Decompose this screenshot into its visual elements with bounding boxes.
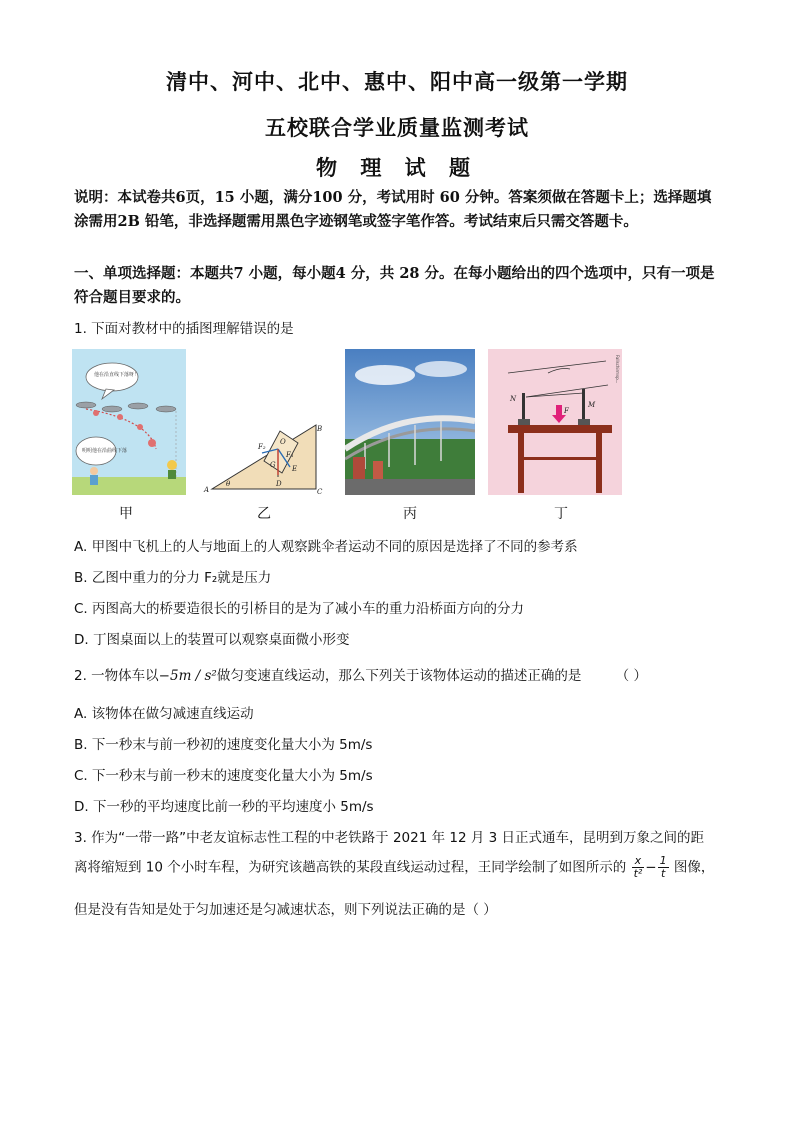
point-d: D [276, 480, 282, 488]
figure-jia [72, 349, 186, 495]
incline-force-diagram [200, 349, 326, 495]
q2-option-a: A. 该物体在做匀减速直线运动 [74, 706, 254, 722]
skydiver-illustration [72, 349, 186, 495]
point-o: O [280, 438, 286, 446]
caption-ding: 丁 [554, 506, 568, 522]
q1-option-b: B. 乙图中重力的分力 F₂就是压力 [74, 570, 272, 586]
q2-option-d: D. 下一秒的平均速度比前一秒的平均速度小 5m/s [74, 799, 374, 815]
exam-title-line2: 五校联合学业质量监测考试 [265, 115, 529, 140]
caption-yi: 乙 [257, 506, 271, 522]
exam-title-subject: 物 理 试 题 [316, 155, 478, 180]
q2-option-b: B. 下一秒末与前一秒初的速度变化量大小为 5m/s [74, 737, 373, 753]
point-b: B [317, 425, 323, 433]
q2-stem-after: 做匀变速直线运动，那么下列关于该物体运动的描述正确的是 [216, 668, 582, 684]
point-a: A [204, 486, 210, 494]
q3-line3: 但是没有告知是处于匀加速还是匀减速状态，则下列说法正确的是（ ） [74, 902, 497, 918]
force-g: G [270, 461, 276, 469]
label-m: M [588, 401, 596, 409]
figure-ding [488, 349, 622, 495]
angle-theta: θ [226, 480, 231, 488]
q3-line2 [74, 855, 714, 880]
caption-bing: 丙 [403, 506, 417, 522]
frac1-denominator: t² [633, 867, 643, 880]
q2-stem-before: 2. 一物体车以 [74, 668, 159, 684]
label-f: F [564, 407, 569, 415]
side-vertical-text: Fallschirmsp... [615, 355, 620, 384]
section-1-heading: 一、单项选择题：本题共7 小题，每小题4 分，共 28 分。在每小题给出的四个选项中，只有一项是符合题目要求的。 [74, 265, 715, 306]
force-f2: F₂ [258, 443, 266, 451]
bubble-bottom-text: 明明他在沿曲线下落 [82, 448, 128, 454]
caption-jia: 甲 [119, 506, 133, 522]
point-c: C [317, 488, 323, 495]
label-n: N [510, 395, 517, 403]
q3-line1: 3. 作为“一带一路”中老友谊标志性工程的中老铁路于 2021 年 12 月 3 日正式通车，昆明到万象之间的距 [74, 830, 705, 846]
figure-bing [345, 349, 475, 495]
figure-yi [200, 349, 326, 495]
q1-option-a: A. 甲图中飞机上的人与地面上的人观察跳伞者运动不同的原因是选择了不同的参考系 [74, 539, 578, 555]
q2-stem [74, 664, 647, 684]
point-e: E [292, 465, 298, 473]
frac2-denominator: t [660, 867, 666, 880]
q1-option-c: C. 丙图高大的桥要造很长的引桥目的是为了减小车的重力沿桥面方向的分力 [74, 601, 525, 617]
q3-fraction-1-over-t [658, 855, 669, 880]
bubble-top-text: 他在沿直线下落呀！ [94, 372, 140, 378]
force-f1: F₁ [286, 451, 294, 459]
bridge-photo [345, 349, 475, 495]
exam-title-line1: 清中、河中、北中、惠中、阳中高一级第一学期 [166, 69, 628, 94]
exam-notice: 说明：本试卷共6页，15 小题，满分100 分，考试用时 60 分钟。答案须做在答题卡上；选择题填涂需用2B 铅笔，非选择题需用黑色字迹钢笔或签字笔作答。考试结束后只需交答题卡。 [74, 189, 712, 230]
q3-line2-before: 离将缩短到 10 个小时车程，为研究该趟高铁的某段直线运动过程，王同学绘制了如图所示的 [74, 859, 627, 876]
frac1-numerator: x [632, 855, 645, 868]
q2-acceleration: −5m / s² [158, 668, 217, 684]
q1-stem: 1. 下面对教材中的插图理解错误的是 [74, 321, 294, 337]
q3-dash: − [645, 859, 657, 876]
q2-answer-blank: （ ） [615, 668, 647, 684]
q3-line2-after: 图像， [673, 859, 715, 876]
q2-option-c: C. 下一秒末与前一秒末的速度变化量大小为 5m/s [74, 768, 373, 784]
q3-fraction-x-over-t2 [632, 855, 645, 880]
frac2-numerator: 1 [659, 854, 667, 867]
q1-option-d: D. 丁图桌面以上的装置可以观察桌面微小形变 [74, 632, 350, 648]
table-deformation-apparatus [488, 349, 622, 495]
